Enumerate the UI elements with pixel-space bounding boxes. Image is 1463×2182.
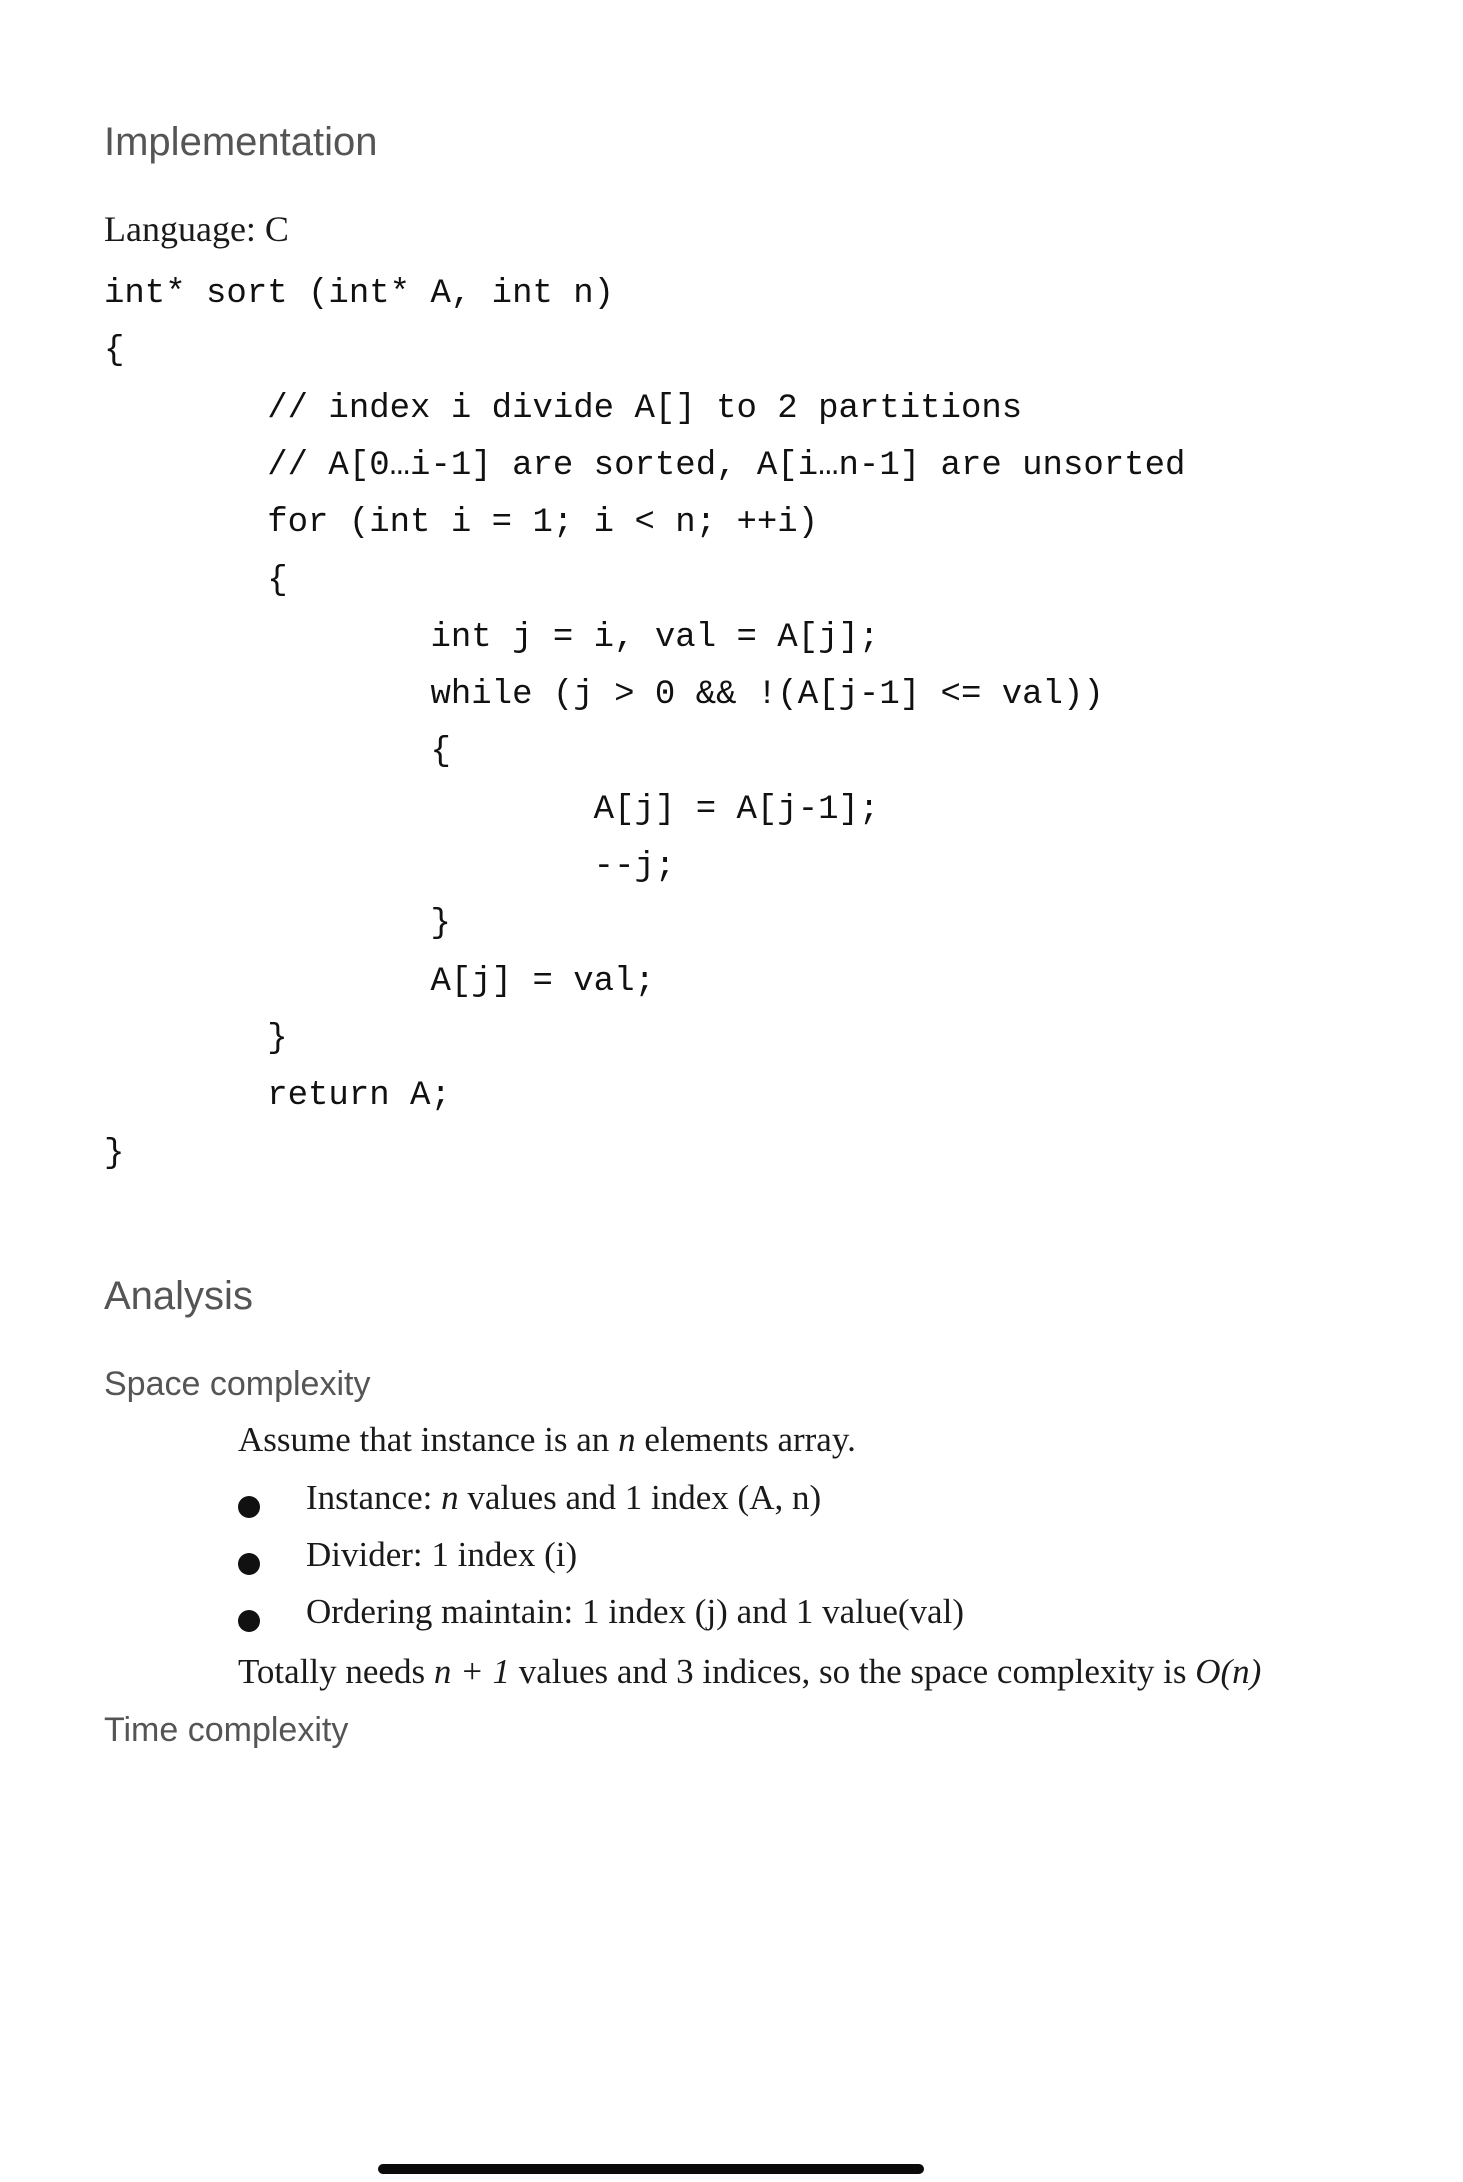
analysis-heading: Analysis [104, 1274, 253, 1318]
implementation-heading: Implementation [104, 120, 378, 164]
assumption-pre: Assume that instance is an [238, 1420, 610, 1459]
list-item-text: Ordering maintain: 1 index (j) and 1 value(val) [306, 1592, 964, 1631]
space-complexity-result: O(n) [1195, 1652, 1262, 1691]
code-line: { [104, 733, 451, 772]
code-line: { [104, 561, 288, 600]
total-pre: Totally needs [238, 1652, 426, 1691]
code-line: // index i divide A[] to 2 partitions [104, 389, 1023, 428]
space-complexity-subheading: Space complexity [104, 1365, 371, 1403]
home-indicator[interactable] [378, 2164, 924, 2174]
code-line: A[j] = A[j-1]; [104, 790, 880, 829]
total-mid: values and 3 indices, so the space complexity is [518, 1652, 1187, 1691]
code-line: int j = i, val = A[j]; [104, 618, 880, 657]
language-label: Language: C [104, 209, 289, 249]
assumption-text [238, 1420, 856, 1460]
math-variable: n [441, 1478, 459, 1517]
code-line: int* sort (int* A, int n) [104, 275, 615, 313]
bullet-icon [238, 1610, 260, 1632]
code-line: while (j > 0 && !(A[j-1] <= val)) [104, 676, 1104, 715]
math-expression: n + 1 [433, 1652, 510, 1691]
assumption-post: elements array. [644, 1420, 856, 1459]
code-line: } [104, 1019, 288, 1058]
code-line: for (int i = 1; i < n; ++i) [104, 504, 819, 543]
code-line: // A[0…i-1] are sorted, A[i…n-1] are unsorted [104, 446, 1186, 485]
code-line: } [104, 905, 451, 944]
bullet-icon [238, 1553, 260, 1575]
bullet-icon [238, 1496, 260, 1518]
code-line: { [104, 332, 125, 371]
code-line: } [104, 1134, 125, 1173]
math-variable: n [618, 1420, 636, 1459]
code-line: A[j] = val; [104, 962, 655, 1001]
code-line: return A; [104, 1077, 451, 1116]
code-line: --j; [104, 848, 676, 886]
list-item-text: Instance: n values and 1 index (A, n) [306, 1478, 822, 1517]
total-text [238, 1652, 1261, 1692]
list-item-text: Divider: 1 index (i) [306, 1535, 578, 1574]
time-complexity-subheading: Time complexity [104, 1711, 349, 1749]
